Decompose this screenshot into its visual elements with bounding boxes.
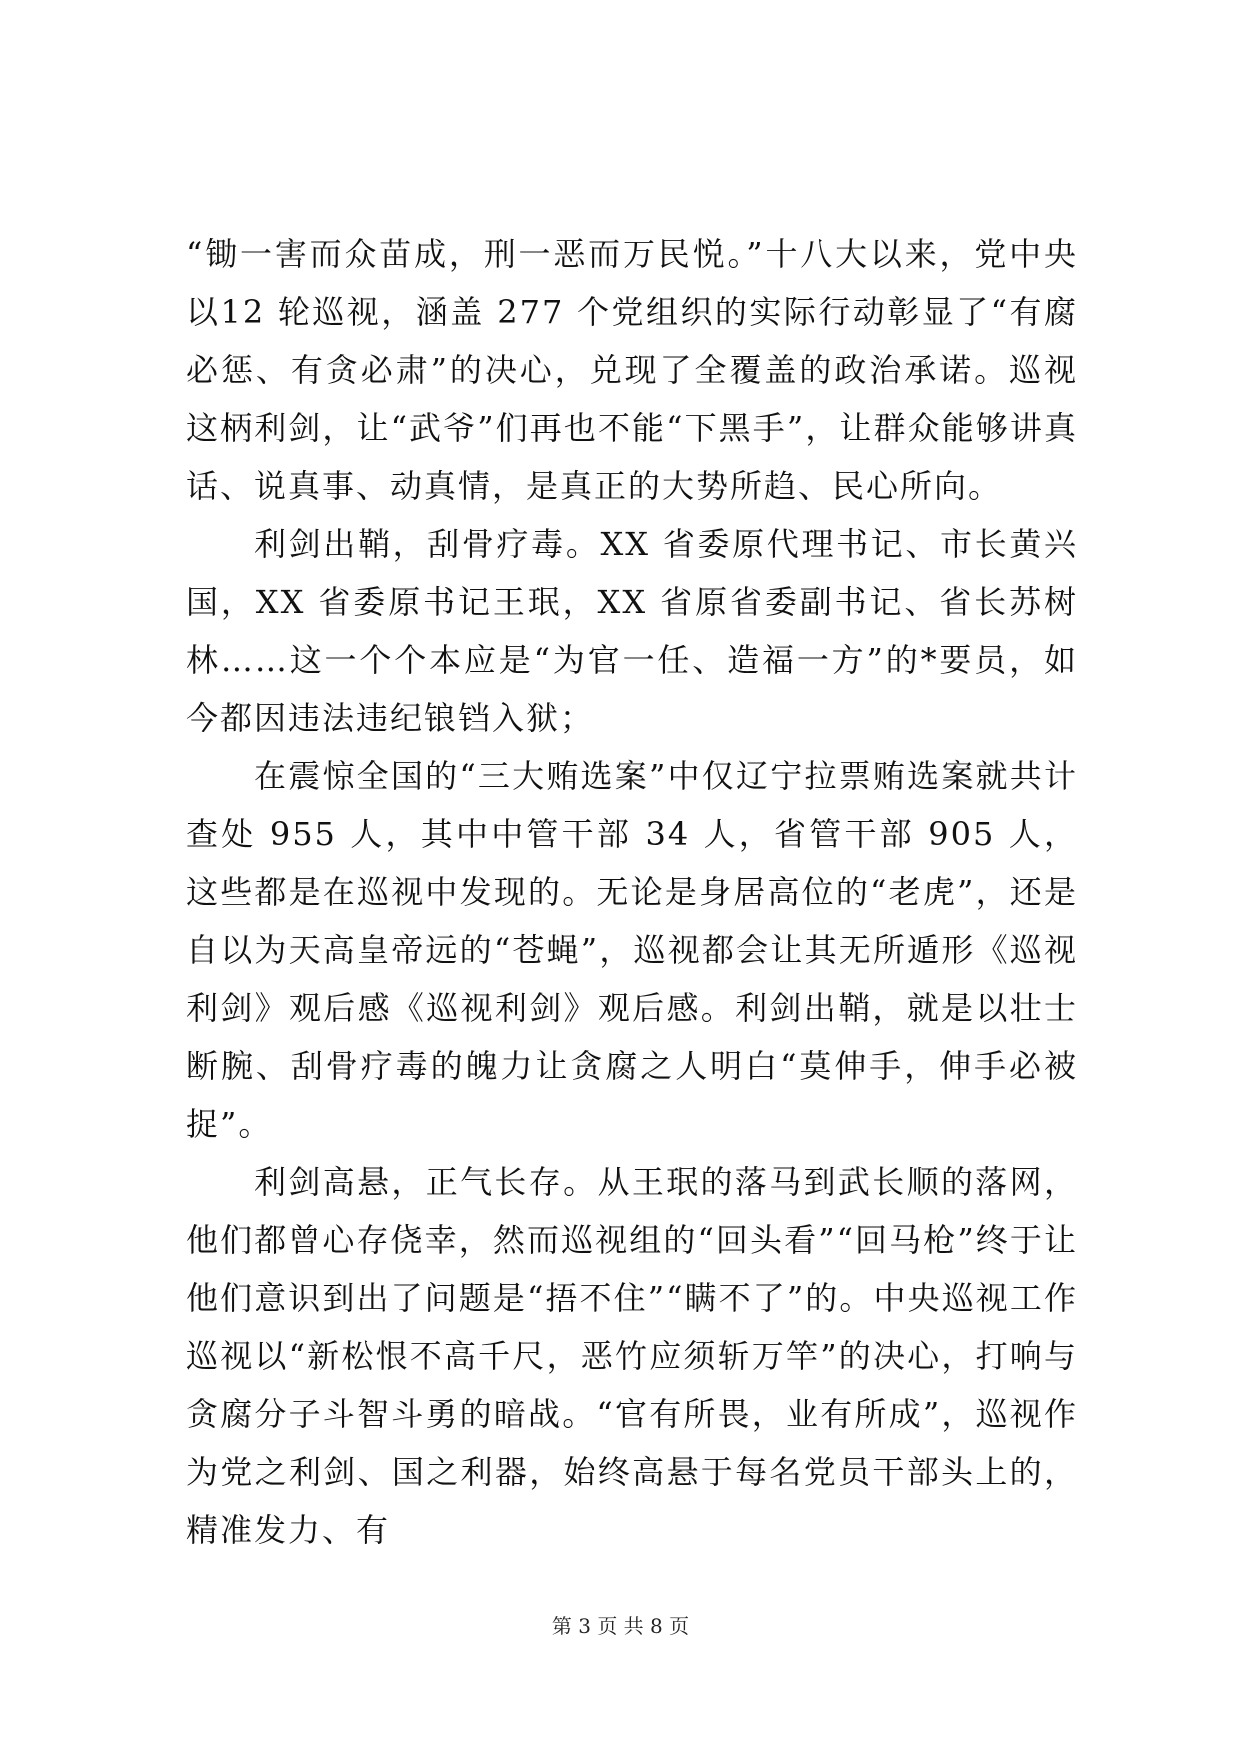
paragraph-3: 在震惊全国的“三大贿选案”中仅辽宁拉票贿选案就共计查处 955 人，其中中管干部 34 人，省管干部 905 人，这些都是在巡视中发现的。无论是身居高位的“老虎”，还是自以为天高皇帝远的“苍蝇”，巡视都会让其无所遁形《巡视利剑》观后感《巡视利剑》观后感。利剑出鞘，就是以壮士断腕、刮骨疗毒的魄力让贪腐之人明白“莫伸手，伸手必被捉”。	[186, 757, 1078, 1143]
paragraph-1: “锄一害而众苗成，刑一恶而万民悦。”十八大以来，党中央以12 轮巡视，涵盖 277 个党组织的实际行动彰显了“有腐必惩、有贪必肃”的决心，兑现了全覆盖的政治承诺。巡视这柄利剑，让“武爷”们再也不能“下黑手”，让群众能够讲真话、说真事、动真情，是真正的大势所趋、民心所向。	[186, 235, 1078, 505]
page-number-footer: 第 3 页 共 8 页	[551, 1614, 690, 1638]
paragraph-4: 利剑高悬，正气长存。从王珉的落马到武长顺的落网，他们都曾心存侥幸，然而巡视组的“回头看”“回马枪”终于让他们意识到出了问题是“捂不住”“瞒不了”的。中央巡视工作巡视以“新松恨不高千尺，恶竹应须斩万竿”的决心，打响与贪腐分子斗智斗勇的暗战。“官有所畏，业有所成”，巡视作为党之利剑、国之利器，始终高悬于每名党员干部头上的，精准发力、有	[186, 1163, 1078, 1549]
paragraph-2: 利剑出鞘，刮骨疗毒。XX 省委原代理书记、市长黄兴国，XX 省委原书记王珉，XX 省原省委副书记、省长苏树林……这一个个本应是“为官一任、造福一方”的*要员，如今都因违法违纪锒铛入狱；	[186, 525, 1078, 737]
document-body	[186, 225, 1078, 1559]
